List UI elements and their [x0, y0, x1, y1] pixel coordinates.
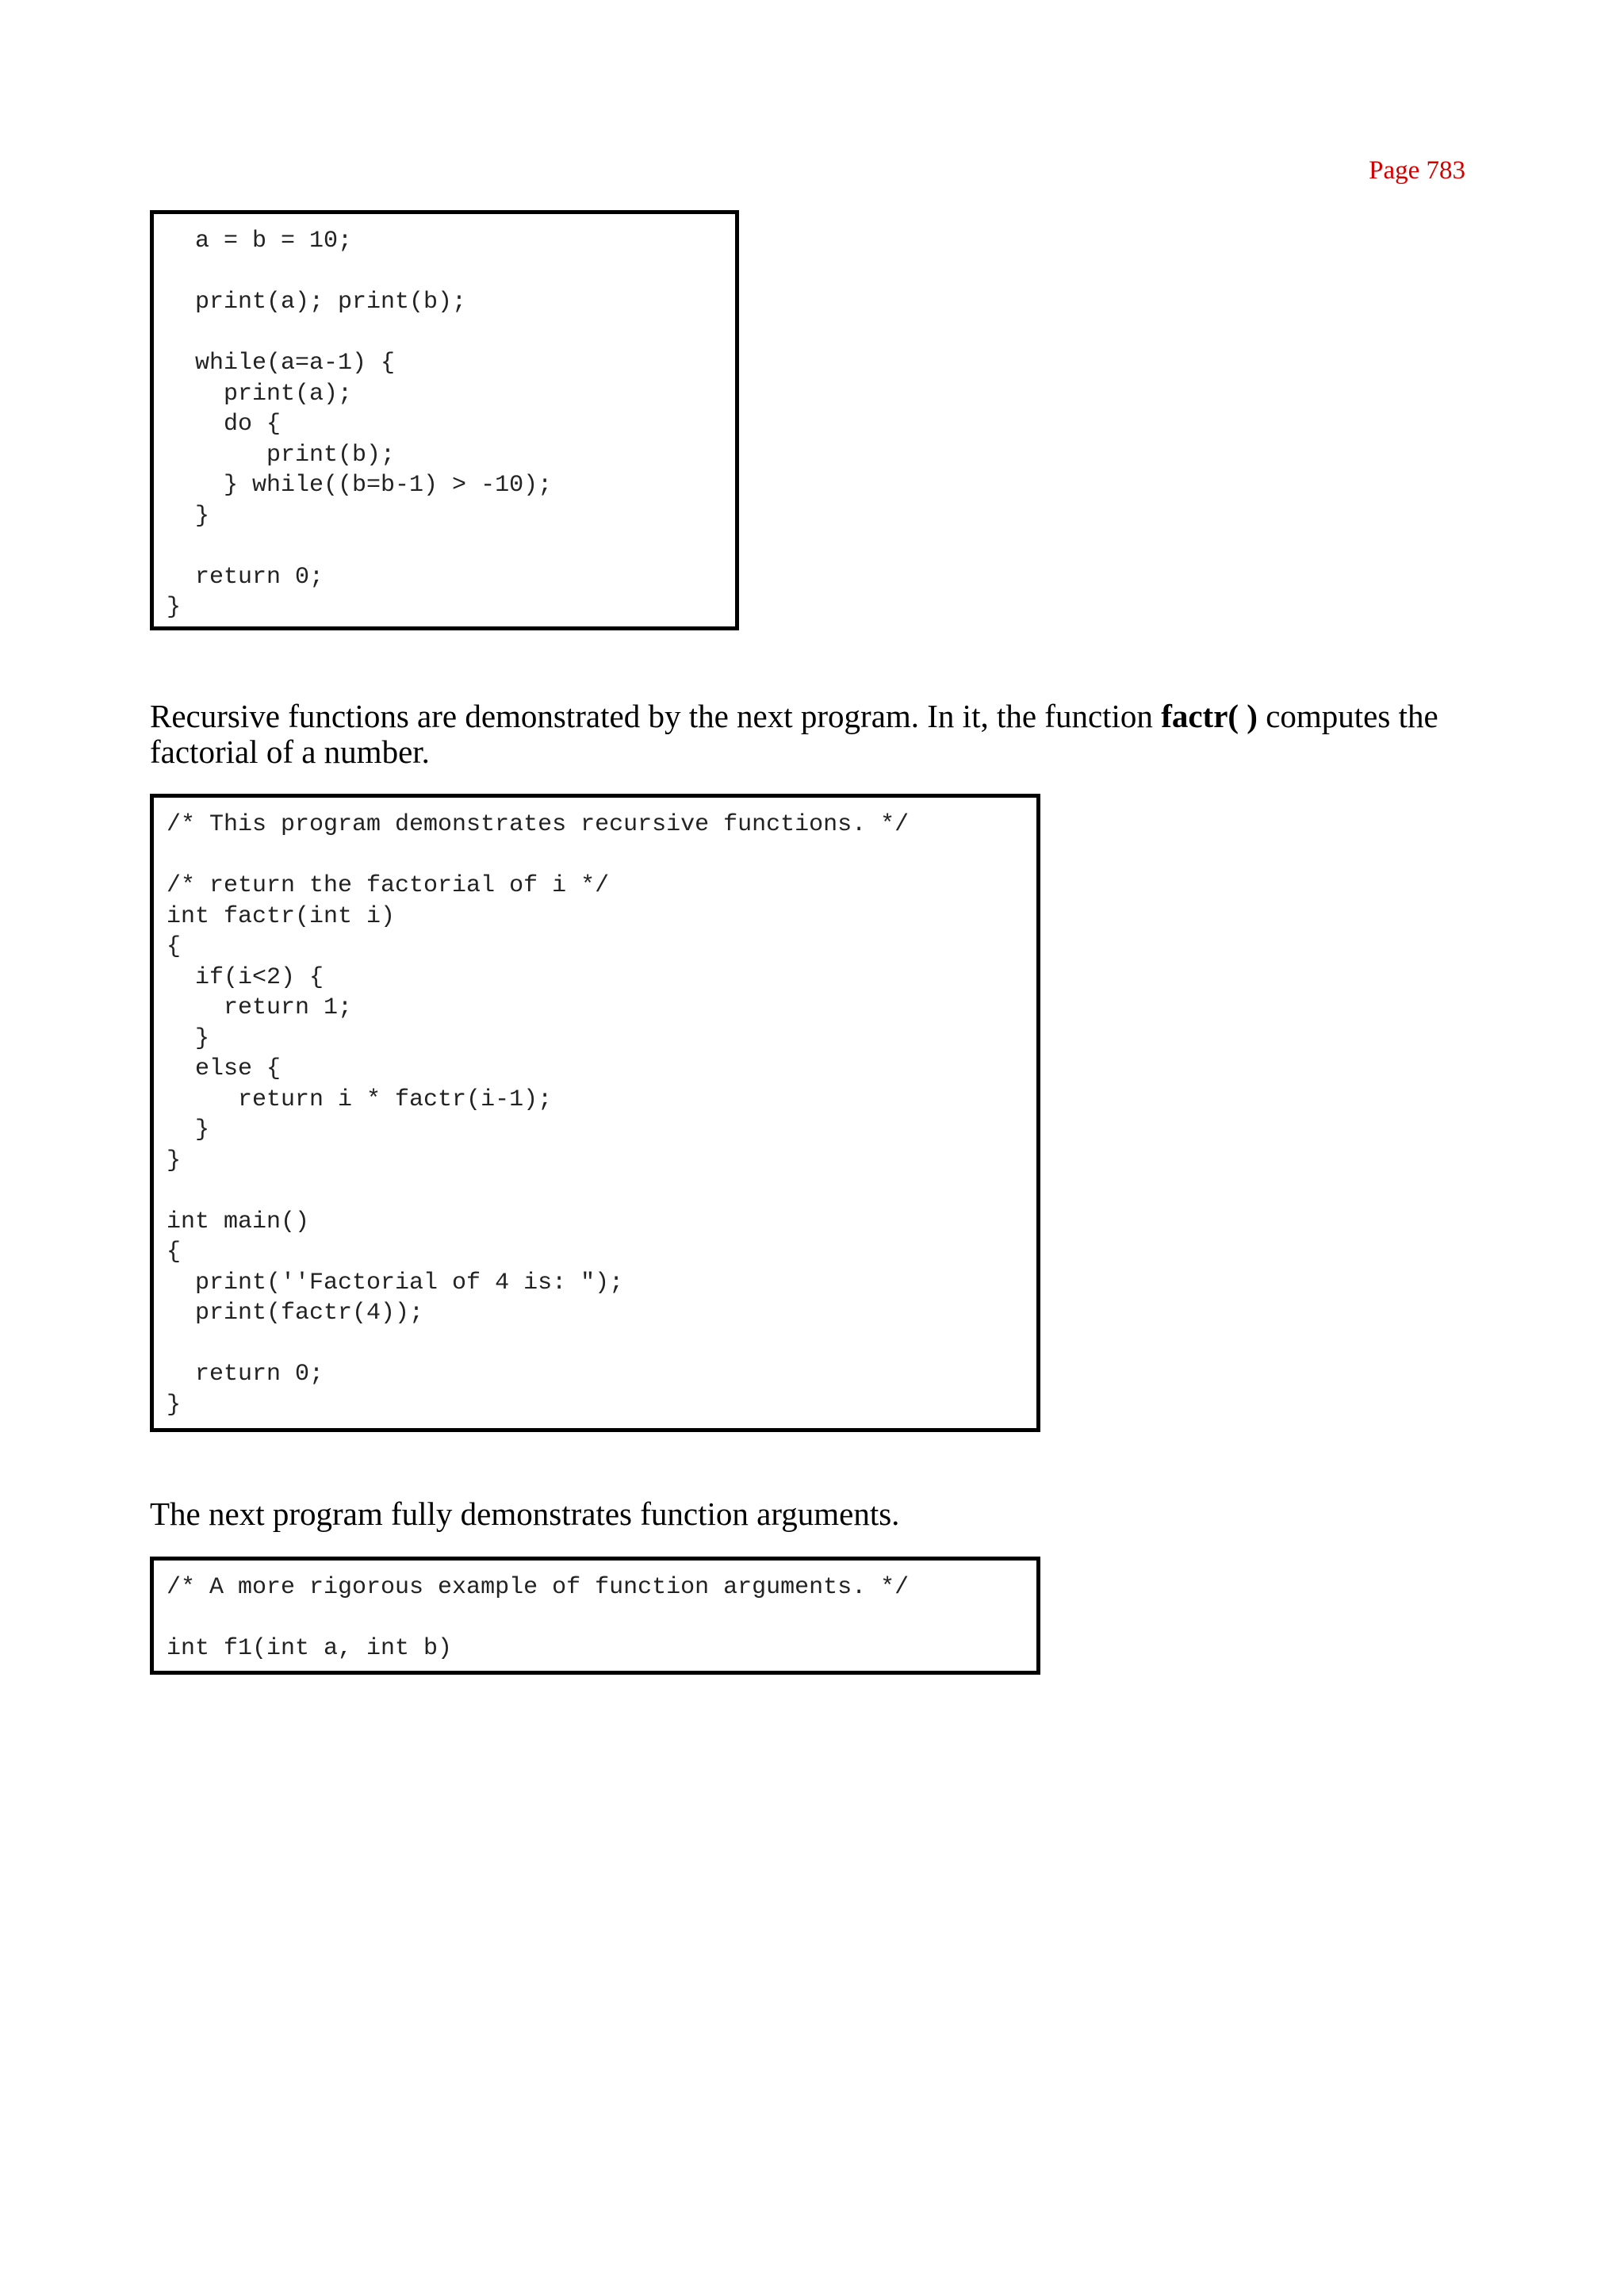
code-text: /* This program demonstrates recursive functions. */ /* return the factorial of i */ int factr(int i) { if(i<2) { return 1; } else { return i * factr(i-1); } } int main() { print(''Factorial of 4 is: "); print(factr(4)); return 0; }: [167, 811, 910, 1419]
paragraph-function-arguments-intro: The next program fully demonstrates function arguments.: [150, 1496, 900, 1532]
function-name-bold: factr( ): [1161, 698, 1258, 734]
code-text: a = b = 10; print(a); print(b); while(a=a-1) { print(a); do { print(b); } while((b=b-1) > -10); } return 0; }: [167, 228, 553, 621]
code-text: /* A more rigorous example of function arguments. */ int f1(int a, int b): [167, 1574, 910, 1662]
paragraph-text: Recursive functions are demonstrated by the next program. In it, the function: [150, 698, 1162, 734]
code-listing-function-arguments: [150, 1557, 1040, 1675]
page-number: Page 783: [1369, 156, 1465, 185]
code-listing-recursive-factorial: [150, 794, 1040, 1432]
code-listing-while-loop: [150, 210, 739, 630]
paragraph-text: computes the factorial of a number.: [150, 698, 1438, 770]
paragraph-recursive-intro: [150, 699, 1482, 770]
